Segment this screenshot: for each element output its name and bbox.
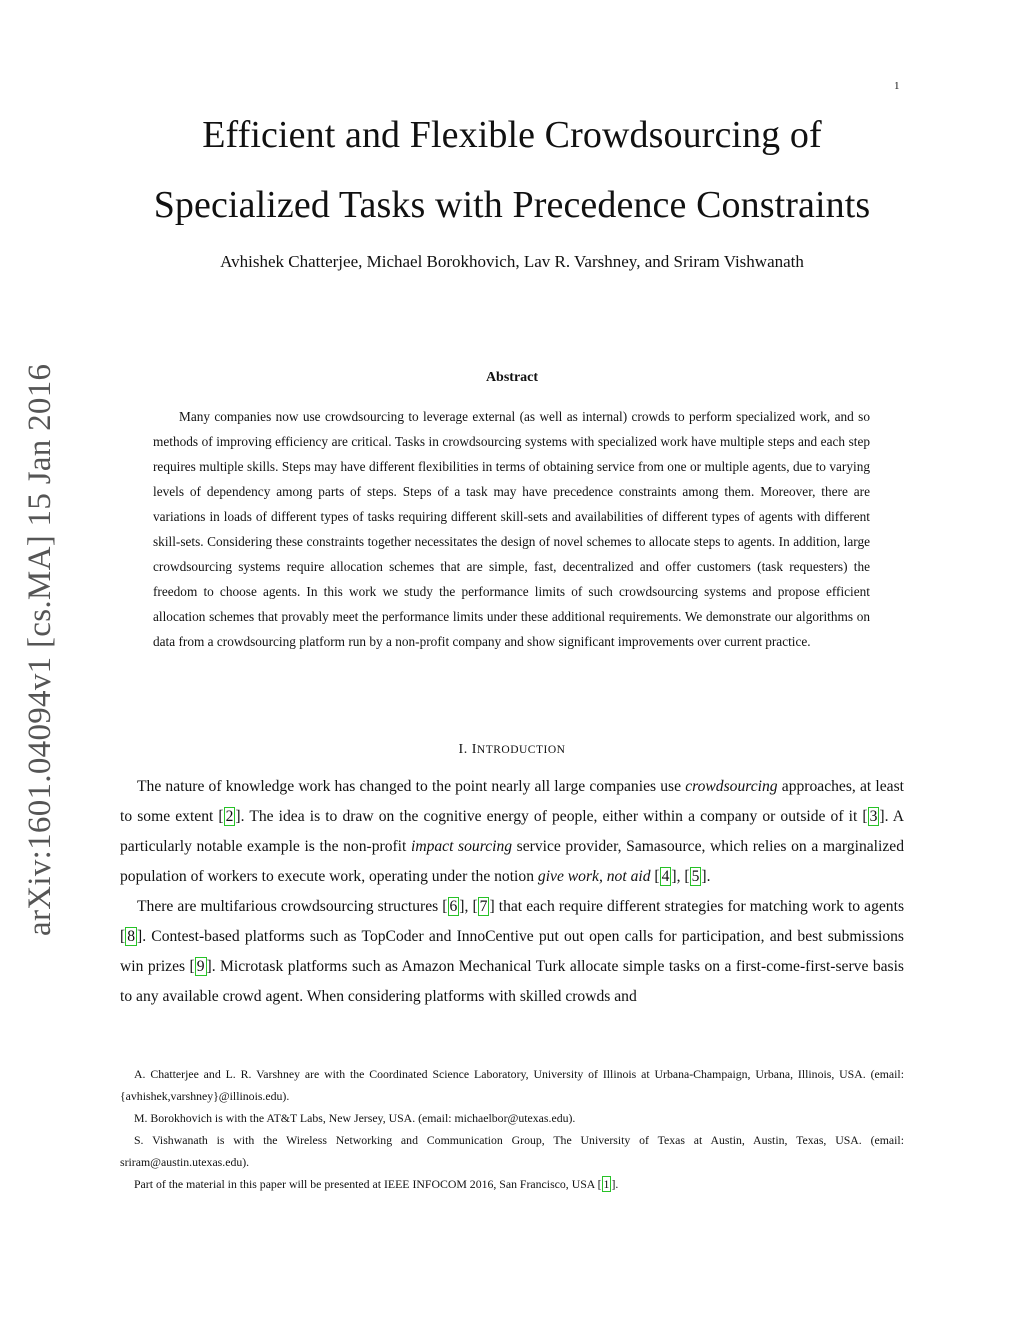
section-heading-introduction xyxy=(0,742,1024,758)
citation-link[interactable]: 8 xyxy=(127,928,135,945)
citation-link[interactable]: 5 xyxy=(691,868,700,885)
citation-link[interactable]: 3 xyxy=(869,808,878,825)
section-title-rest: NTRODUCTION xyxy=(476,744,566,756)
intro-paragraph-2: There are multifarious crowdsourcing structures [ 6 ], [ 7 ] that each require different strategies for matching work to agents [ 8 ]. Contest-based platforms such as TopCoder and InnoCentive put out open calls for participation, and best submissions win prizes [ 9 ]. Microtask platforms such as Amazon Mechanical Turk allocate simple tasks on a first-come-first-serve basis to any available crowd agent. When considering platforms with skilled crowds and xyxy=(120,898,905,1005)
text-run: Part of the material in this paper will be presented at IEEE INFOCOM 2016, San Francisco, USA xyxy=(134,1177,598,1191)
paper-title xyxy=(0,100,1024,240)
text-run: that each require different strategies for matching work to agents xyxy=(494,898,905,915)
text-run: . A particularly notable example is the non-profit xyxy=(120,808,904,855)
citation-link[interactable]: 2 xyxy=(225,808,234,825)
text-run: . Contest-based platforms such as TopCoder and InnoCentive put out open calls for participation, and best submissions win prizes xyxy=(120,928,904,975)
footnote-conference: Part of the material in this paper will be presented at IEEE INFOCOM 2016, San Francisco, USA [ 1 ]. xyxy=(134,1177,619,1191)
citation-link[interactable]: 7 xyxy=(479,898,488,915)
footnotes xyxy=(120,1063,904,1195)
page-number: 1 xyxy=(894,80,900,92)
title-line-2: Specialized Tasks with Precedence Constraints xyxy=(153,184,871,226)
text-run: . xyxy=(615,1177,619,1191)
arxiv-stamp: arXiv:1601.04094v1 [cs.MA] 15 Jan 2016 xyxy=(22,363,58,936)
section-initial: I xyxy=(471,742,477,757)
emphasis: crowdsourcing xyxy=(685,778,778,795)
text-run: There are multifarious crowdsourcing structures xyxy=(137,898,443,915)
section-numeral: I. xyxy=(458,742,468,757)
footnote-affiliation-3: S. Vishwanath is with the Wireless Networking and Communication Group, The University of Texas at Austin, Austin, Texas, USA. (email: sriram@austin.utexas.edu). xyxy=(120,1133,904,1169)
text-run: . Microtask platforms such as Amazon Mechanical Turk allocate simple tasks on a first-come-first-serve basis to any available crowd agent. When considering platforms with skilled crowds and xyxy=(120,958,905,1005)
abstract-heading: Abstract xyxy=(485,370,539,385)
text-run: The nature of knowledge work has changed to the point nearly all large companies use xyxy=(137,778,686,795)
emphasis: give work, not aid xyxy=(537,868,651,885)
text-run: . The idea is to draw on the cognitive energy of people, either within a company or outside of it xyxy=(240,808,863,825)
author-list: Avhishek Chatterjee, Michael Borokhovich, Lav R. Varshney, and Sriram Vishwanath xyxy=(220,252,804,271)
footnote-affiliation-2: M. Borokhovich is with the AT&T Labs, New Jersey, USA. (email: michaelbor@utexas.edu). xyxy=(134,1111,576,1125)
citation-link[interactable]: 9 xyxy=(196,958,205,975)
citation-link[interactable]: 6 xyxy=(449,898,458,915)
introduction-body xyxy=(120,772,904,1012)
title-line-1: Efficient and Flexible Crowdsourcing of xyxy=(202,114,822,156)
intro-paragraph-1: The nature of knowledge work has changed to the point nearly all large companies use crowdsourcing approaches, at least to some extent [ 2 ]. The idea is to draw on the cognitive energy of people, either within a company or outside of it [ 3 ]. A particularly notable example is the non-profit impact sourcing service provider, Samasource, which relies on a marginalized population of workers to execute work, operating under the notion give work, not aid [ 4 ], [ 5 ]. xyxy=(120,778,905,885)
abstract-text: Many companies now use crowdsourcing to leverage external (as well as internal) crowds to perform specialized work, and so methods of improving efficiency are critical. Tasks in crowdsourcing systems with specialized work have multiple steps and each step requires multiple skills. Steps may have different flexibilities in terms of obtaining service from one or multiple agents, due to varying levels of dependency among parts of steps. Steps of a task may have precedence constraints among them. Moreover, there are variations in loads of different types of tasks requiring different skill-sets and availabilities of different types of agents with different skill-sets. Considering these constraints together necessitates the design of novel schemes to allocate steps to agents. In addition, large crowdsourcing systems require allocation schemes that are simple, fast, decentralized and offer customers (task requesters) the freedom to choose agents. In this work we study the performance limits of such crowdsourcing systems and propose efficient allocation schemes that provably meet the performance limits under these additional requirements. We demonstrate our algorithms on data from a crowdsourcing platform run by a non-profit company and show significant improvements over current practice. xyxy=(153,409,870,649)
text-run: approaches, at least to some extent xyxy=(120,778,905,825)
citation-link[interactable]: 4 xyxy=(661,868,670,885)
footnote-affiliation-1: A. Chatterjee and L. R. Varshney are with the Coordinated Science Laboratory, University of Illinois at Urbana-Champaign, Urbana, Illinois, USA. (email: {avhishek,varshney}@illinois.edu). xyxy=(120,1067,904,1103)
citation-link[interactable]: 1 xyxy=(603,1177,610,1191)
emphasis: impact sourcing xyxy=(410,838,513,855)
text-run: service provider, Samasource, which relies on a marginalized population of workers to execute work, operating under the notion xyxy=(120,838,904,885)
